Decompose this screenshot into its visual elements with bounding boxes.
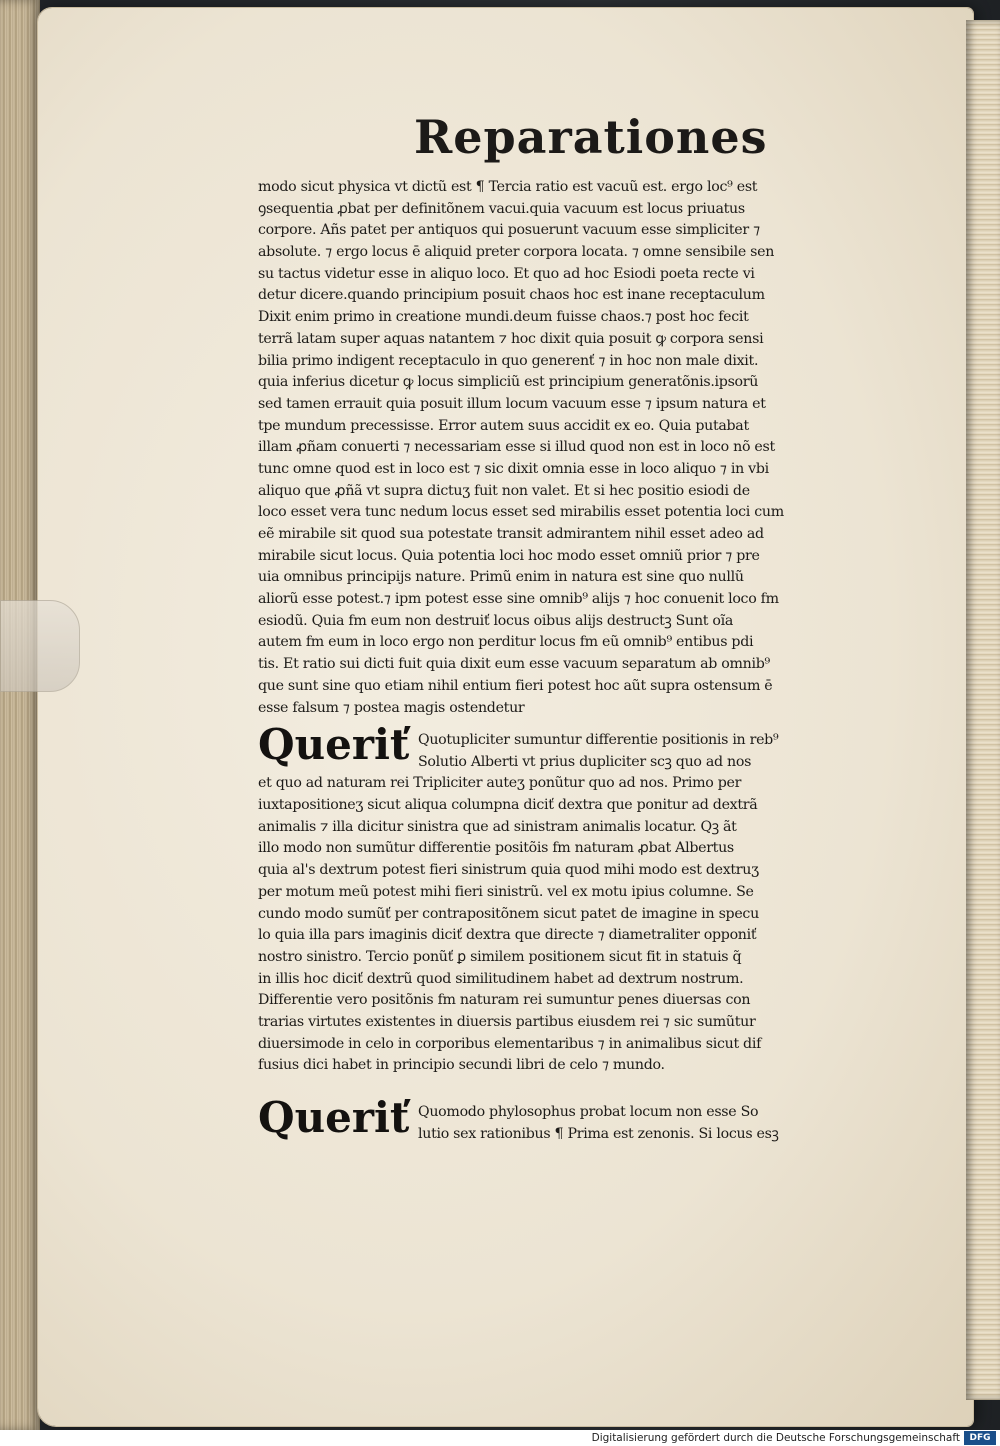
text-line: mirabile sicut locus. Quia potentia loci hoc modo esset omniũ prior ⁊ pre: [258, 547, 760, 564]
text-line: uia omnibus principijs nature. Primũ enim in natura est sine quo nullũ: [258, 569, 744, 586]
text-line: in illis hoc diciť dextrũ quod similitudinem habet ad dextrum nostrum.: [258, 970, 744, 987]
text-line: loco esset vera tunc nedum locus esset sed mirabilis esset potentia loci cum: [258, 504, 784, 521]
text-line: Quotupliciter sumuntur differentie positionis in reb⁹: [418, 732, 779, 748]
text-line: illam ꝓñam conuerti ⁊ necessariam esse si illud quod non est in loco nõ est: [258, 439, 775, 456]
text-line: aliorũ esse potest.⁊ ipm potest esse sine omnib⁹ alijs ⁊ hoc conuenit loco fm: [258, 591, 779, 608]
text-line: eẽ mirabile sit quod sua potestate transit admirantem nihil esset adeo ad: [258, 526, 764, 542]
text-line: Dixit enim primo in creatione mundi.deum fuisse chaos.⁊ post hoc fecit: [258, 309, 749, 326]
text-line: esse falsum ⁊ postea magis ostendetur: [258, 699, 525, 716]
text-line: iuxtapositioneʒ sicut aliqua columpna diciť dextra que ponitur ad dextrã: [258, 797, 758, 814]
text-line: et quo ad naturam rei Tripliciter auteʒ ponũtur quo ad nos. Primo per: [258, 775, 742, 792]
text-line: fusius dici habet in principio secundi libri de celo ⁊ mundo.: [258, 1057, 665, 1074]
text-line: Solutio Alberti vt prius dupliciter scꝫ quo ad nos: [418, 753, 752, 770]
text-line: corpore. Añs patet per antiquos qui posuerunt vacuum esse simpliciter ⁊: [258, 222, 760, 239]
text-block-main: [258, 177, 858, 719]
text-line: aliquo que ꝓñã vt supra dictuʒ fuit non valet. Et si hec positio esiodi de: [258, 482, 750, 499]
text-line: ꝯsequentia ꝓbat per definitõnem vacui.quia vacuum est locus priuatus: [258, 200, 745, 217]
text-line: quia al's dextrum potest fieri sinistrum quia quod mihi modo est dextruʒ: [258, 862, 759, 879]
dfg-logo: DFG: [964, 1431, 996, 1445]
text-line: que sunt sine quo etiam nihil entium fieri potest hoc aũt supra ostensum ē: [258, 677, 773, 694]
text-line: illo modo non sumũtur differentie positõis fm naturam ꝓbat Albertus: [258, 840, 734, 857]
text-line: trarias virtutes existentes in diuersis partibus eiusdem rei ⁊ sic sumũtur: [258, 1013, 756, 1030]
text-line: tunc omne quod est in loco est ⁊ sic dixit omnia esse in loco aliquo ⁊ in vbi: [258, 460, 769, 477]
text-line: terrã latam super aquas natantem ⁊ hoc dixit quia posuit ꝙ corpora sensi: [258, 330, 764, 347]
text-line: lutio sex rationibus ¶ Prima est zenonis. Si locus esꝫ: [418, 1125, 779, 1142]
page-stack-edge: [966, 20, 1000, 1400]
text-line: quia inferius dicetur ꝙ locus simpliciũ est principium generatõnis.ipsorũ: [258, 374, 759, 391]
text-line: esiodũ. Quia fm eum non destruiť locus oibus alijs destructꝫ Sunt oĩa: [258, 612, 734, 629]
text-line: modo sicut physica vt dictũ est ¶ Tercia ratio est vacuũ est. ergo loc⁹ est: [258, 179, 758, 195]
text-line: su tactus videtur esse in aliquo loco. Et quo ad hoc Esiodi poeta recte vi: [258, 265, 755, 282]
text-block-quaeritur-2: [258, 1102, 858, 1145]
text-block-quaeritur-1: [258, 730, 858, 1077]
text-line: diuersimode in celo in corporibus elementaribus ⁊ in animalibus sicut dif: [258, 1035, 762, 1052]
footer-credit: Digitalisierung gefördert durch die Deutsche Forschungsgemeinschaft: [591, 1432, 960, 1444]
quaeritur-initial-2: Queriť: [258, 1093, 410, 1142]
text-line: Differentie vero positõnis fm naturam rei sumuntur penes diuersas con: [258, 992, 751, 1009]
book-binding-edge: [0, 0, 40, 1430]
text-line: sed tamen errauit quia posuit illum locum vacuum esse ⁊ ipsum natura et: [258, 395, 766, 412]
text-line: autem fm eum in loco ergo non perditur locus fm eũ omnib⁹ entibus pdi: [258, 634, 754, 651]
text-line: Quomodo phylosophus probat locum non esse So: [418, 1104, 759, 1120]
text-line: cundo modo sumũť per contrapositõnem sicut patet de imagine in specu: [258, 905, 759, 922]
text-line: tis. Et ratio sui dicti fuit quia dixit eum esse vacuum separatum ab omnib⁹: [258, 656, 770, 673]
text-line: detur dicere.quando principium posuit chaos hoc est inane receptaculum: [258, 287, 765, 304]
text-line: tpe mundum precessisse. Error autem suus accidit ex eo. Quia putabat: [258, 417, 749, 434]
page-clip: [0, 600, 80, 692]
text-line: absolute. ⁊ ergo locus ē aliquid preter corpora locata. ⁊ omne sensibile sen: [258, 244, 775, 261]
running-head: Reparationes: [414, 110, 768, 164]
quaeritur-initial-1: Queriť: [258, 720, 410, 769]
text-line: lo quia illa pars imaginis diciť dextra que directe ⁊ diametraliter opponiť: [258, 927, 757, 944]
text-line: animalis ⁊ illa dicitur sinistra que ad sinistram animalis locatur. Qꝫ ãt: [258, 818, 737, 835]
text-line: bilia primo indigent receptaculo in quo generenť ⁊ in hoc non male dixit.: [258, 352, 759, 369]
text-line: per motum meũ potest mihi fieri sinistrũ. vel ex motu ipius columne. Se: [258, 883, 754, 900]
text-line: nostro sinistro. Tercio ponũť ꝑ similem positionem sicut fit in statuis q̃: [258, 948, 742, 965]
